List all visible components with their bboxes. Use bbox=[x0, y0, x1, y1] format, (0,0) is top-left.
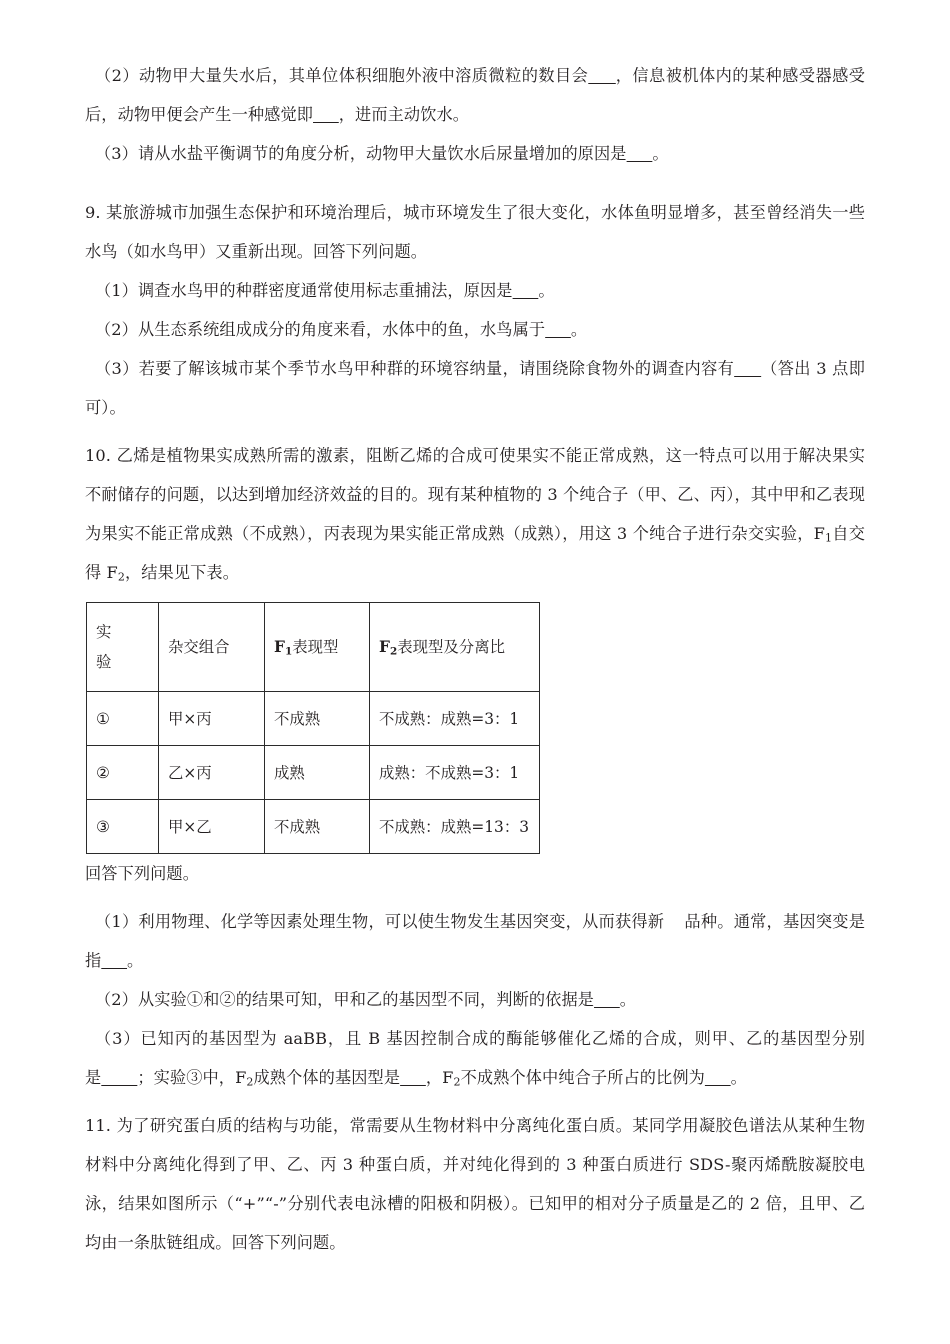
table-row bbox=[87, 692, 540, 746]
table-cell-f2: 成熟：不成熟=3：1 bbox=[370, 746, 540, 800]
f1-label: $F_1$ bbox=[813, 524, 833, 545]
table-header-row bbox=[87, 603, 540, 692]
experiment-table-wrapper bbox=[85, 602, 865, 854]
answer-blank[interactable] bbox=[513, 281, 539, 300]
table-cell-f2: 不成熟：成熟=3：1 bbox=[370, 692, 540, 746]
question-9-item-3: （3）若要了解该城市某个季节水鸟甲种群的环境容纳量，请围绕除食物外的调查内容有 （答出 3 点即可）。 bbox=[85, 359, 865, 417]
table-cell-f1: 不成熟 bbox=[265, 692, 370, 746]
question-11-stem: 11. 为了研究蛋白质的结构与功能，常需要从生物材料中分离纯化蛋白质。某同学用凝胶色谱法从某种生物材料中分离纯化得到了甲、乙、丙 3 种蛋白质，并对纯化得到的 3 种蛋白质进行 SDS-聚丙烯酰胺凝胶电泳，结果如图所示（“+”“-”分别代表电泳槽的阳极和阴极）。已知甲的相对分子质量是乙的 2 倍，且甲、乙均由一条肽链组成。回答下列问题。 bbox=[85, 1116, 865, 1252]
table-cell-experiment-no: ② bbox=[87, 746, 159, 800]
table-row bbox=[87, 800, 540, 854]
answer-blank[interactable] bbox=[594, 990, 620, 1009]
answer-blank[interactable] bbox=[588, 66, 616, 85]
f2-label: $F_2$ bbox=[442, 1068, 461, 1089]
question-9-item-1: （1）调查水鸟甲的种群密度通常使用标志重捕法，原因是 。 bbox=[95, 281, 555, 300]
table-cell-experiment-no: ③ bbox=[87, 800, 159, 854]
table-cell-cross: 甲×乙 bbox=[159, 800, 265, 854]
question-10-item-1: （1）利用物理、化学等因素处理生物，可以使生物发生基因突变，从而获得新 品种。通常，基因突变是指 。 bbox=[85, 912, 866, 970]
section-spacer bbox=[85, 427, 865, 436]
answer-blank[interactable] bbox=[101, 951, 127, 970]
question-10-stem: 10. 乙烯是植物果实成熟所需的激素，阻断乙烯的合成可使果实不能正常成熟，这一特点可以用于解决果实不耐储存的问题，以达到增加经济效益的目的。现有某种植物的 3 个纯合子（甲、乙、丙），其中甲和乙表现为果实不能正常成熟（不成熟），丙表现为果实能正常成熟（成熟），用这 3 个纯合子进行杂交实验，$F_1$自交得 $F_2$，结果见下表。 bbox=[85, 446, 866, 584]
table-cell-experiment-no: ① bbox=[87, 692, 159, 746]
question-10-after-table: 回答下列问题。 bbox=[85, 864, 200, 883]
answer-blank[interactable] bbox=[400, 1068, 426, 1087]
table-row bbox=[87, 746, 540, 800]
question-9-item-2: （2）从生态系统组成成分的角度来看，水体中的鱼，水鸟属于 。 bbox=[95, 320, 588, 339]
table-header-f2-phenotype-ratio: $F_2$表现型及分离比 bbox=[370, 603, 540, 692]
section-spacer bbox=[85, 893, 865, 902]
section-spacer bbox=[85, 1097, 865, 1106]
f2-label: $F_2$ bbox=[106, 563, 125, 584]
table-cell-cross: 乙×丙 bbox=[159, 746, 265, 800]
question-10-item-2: （2）从实验①和②的结果可知，甲和乙的基因型不同，判断的依据是 。 bbox=[95, 990, 637, 1009]
question-10-item-3: （3）已知丙的基因型为 aaBB，且 B 基因控制合成的酶能够催化乙烯的合成，则甲、乙的基因型分别是 ；实验③中，$F_2$成熟个体的基因型是 ，$F_2$不成熟个体中纯合子所占的比例为 。 bbox=[85, 1029, 865, 1089]
answer-blank[interactable] bbox=[101, 1068, 137, 1087]
question-10-stem-text: 10. 乙烯是植物果实成熟所需的激素，阻断乙烯的合成可使果实不能正常成熟，这一特点可以用于解决果实不耐储存的问题，以达到增加经济效益的目的。现有某种植物的 3 个纯合子（甲、乙、丙），其中甲和乙表现为果实不能正常成熟（不成熟），丙表现为果实能正常成熟（成熟），用这 3 个纯合子进行杂交实验， bbox=[85, 446, 865, 543]
table-header-experiment: 实 验 bbox=[87, 603, 159, 692]
f2-label: $F_2$ bbox=[235, 1068, 254, 1089]
question-8-item-2: （2）动物甲大量失水后，其单位体积细胞外液中溶质微粒的数目会 ，信息被机体内的某种感受器感受后，动物甲便会产生一种感觉即 ，进而主动饮水。 bbox=[85, 66, 866, 124]
table-cell-f1: 不成熟 bbox=[265, 800, 370, 854]
table-header-cross-combination: 杂交组合 bbox=[159, 603, 265, 692]
answer-blank[interactable] bbox=[313, 105, 339, 124]
table-cell-f1: 成熟 bbox=[265, 746, 370, 800]
table-header-f1-phenotype: $F_1$表现型 bbox=[265, 603, 370, 692]
question-9-stem: 9. 某旅游城市加强生态保护和环境治理后，城市环境发生了很大变化，水体鱼明显增多，甚至曾经消失一些水鸟（如水鸟甲）又重新出现。回答下列问题。 bbox=[85, 203, 865, 261]
answer-blank[interactable] bbox=[545, 320, 571, 339]
answer-blank[interactable] bbox=[734, 359, 761, 378]
table-cell-cross: 甲×丙 bbox=[159, 692, 265, 746]
question-8-item-3: （3）请从水盐平衡调节的角度分析，动物甲大量饮水后尿量增加的原因是 。 bbox=[95, 144, 669, 163]
answer-blank[interactable] bbox=[627, 144, 653, 163]
answer-blank[interactable] bbox=[705, 1068, 731, 1087]
experiment-results-table bbox=[86, 602, 540, 854]
table-cell-f2: 不成熟：成熟=13：3 bbox=[370, 800, 540, 854]
section-spacer bbox=[85, 173, 865, 193]
